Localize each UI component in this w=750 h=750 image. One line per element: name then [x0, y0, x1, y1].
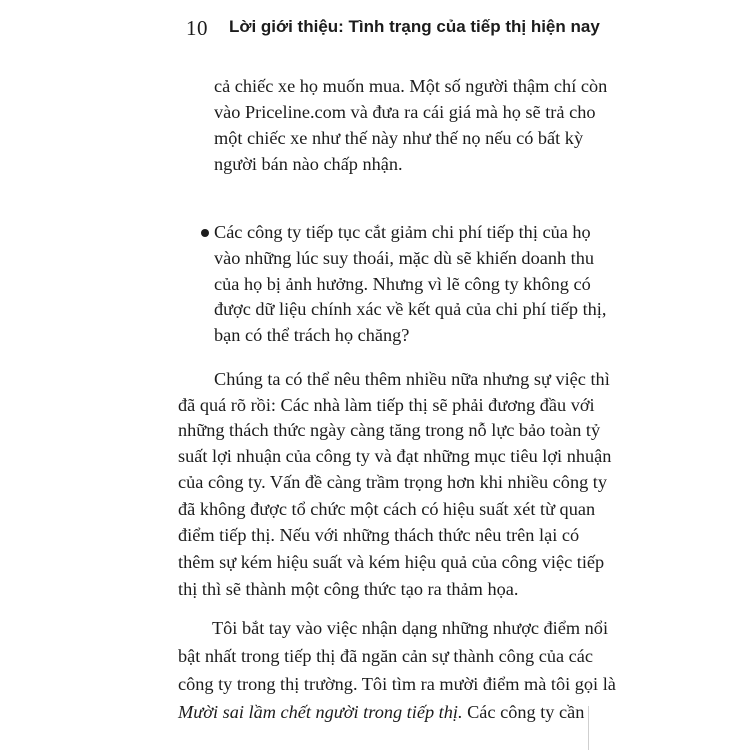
bullet-item-line: Các công ty tiếp tục cắt giảm chi phí tiếp thị của họ [214, 222, 591, 242]
continued-item-line: người bán nào chấp nhận. [214, 154, 403, 174]
paragraph-line: đã quá rõ rồi: Các nhà làm tiếp thị sẽ phải đương đầu với [178, 395, 595, 415]
paragraph-line-tail: Các công ty cần [462, 702, 585, 722]
paragraph-line: thị thì sẽ thành một công thức tạo ra thảm họa. [178, 579, 519, 599]
paragraph-line: suất lợi nhuận của công ty và đạt những mục tiêu lợi nhuận [178, 446, 612, 466]
paragraph-line: đã không được tổ chức một cách có hiệu suất xét từ quan [178, 499, 596, 519]
paragraph-line: công ty trong thị trường. Tôi tìm ra mười điểm mà tôi gọi là [178, 674, 616, 694]
paragraph-line [178, 703, 584, 721]
bullet-item-line: vào những lúc suy thoái, mặc dù sẽ khiến doanh thu [214, 248, 595, 268]
continued-item-line: một chiếc xe như thế này như thế nọ nếu có bất kỳ [214, 128, 584, 148]
paragraph-line: Tôi bắt tay vào việc nhận dạng những nhược điểm nổi [212, 618, 609, 638]
paragraph-line: thêm sự kém hiệu suất và kém hiệu quả của công việc tiếp [178, 552, 605, 572]
page-edge-divider [588, 706, 589, 750]
bullet-item-line: bạn có thể trách họ chăng? [214, 325, 410, 345]
running-header: Lời giới thiệu: Tình trạng của tiếp thị hiện nay [229, 17, 600, 36]
bullet-item-line: được dữ liệu chính xác về kết quả của chi phí tiếp thị, [214, 299, 607, 319]
continued-item-line: cả chiếc xe họ muốn mua. Một số người thậm chí còn [214, 76, 608, 96]
paragraph-line: của công ty. Vấn đề càng trầm trọng hơn khi nhiều công ty [178, 472, 608, 492]
paragraph-line: điểm tiếp thị. Nếu với những thách thức nêu trên lại có [178, 525, 580, 545]
bullet-item-line: của họ bị ảnh hưởng. Nhưng vì lẽ công ty không có [214, 274, 591, 294]
book-title-italic: Mười sai lầm chết người trong tiếp thị. [178, 702, 463, 722]
page-number: 10 [186, 16, 208, 40]
continued-item-line: vào Priceline.com và đưa ra cái giá mà họ sẽ trả cho [214, 102, 596, 122]
paragraph-line: bật nhất trong tiếp thị đã ngăn cản sự thành công của các [178, 646, 593, 666]
bullet-icon [201, 229, 209, 237]
paragraph-line: những thách thức ngày càng tăng trong nỗ lực bảo toàn tỷ [178, 420, 601, 440]
paragraph-line: Chúng ta có thể nêu thêm nhiều nữa nhưng sự việc thì [214, 369, 610, 389]
